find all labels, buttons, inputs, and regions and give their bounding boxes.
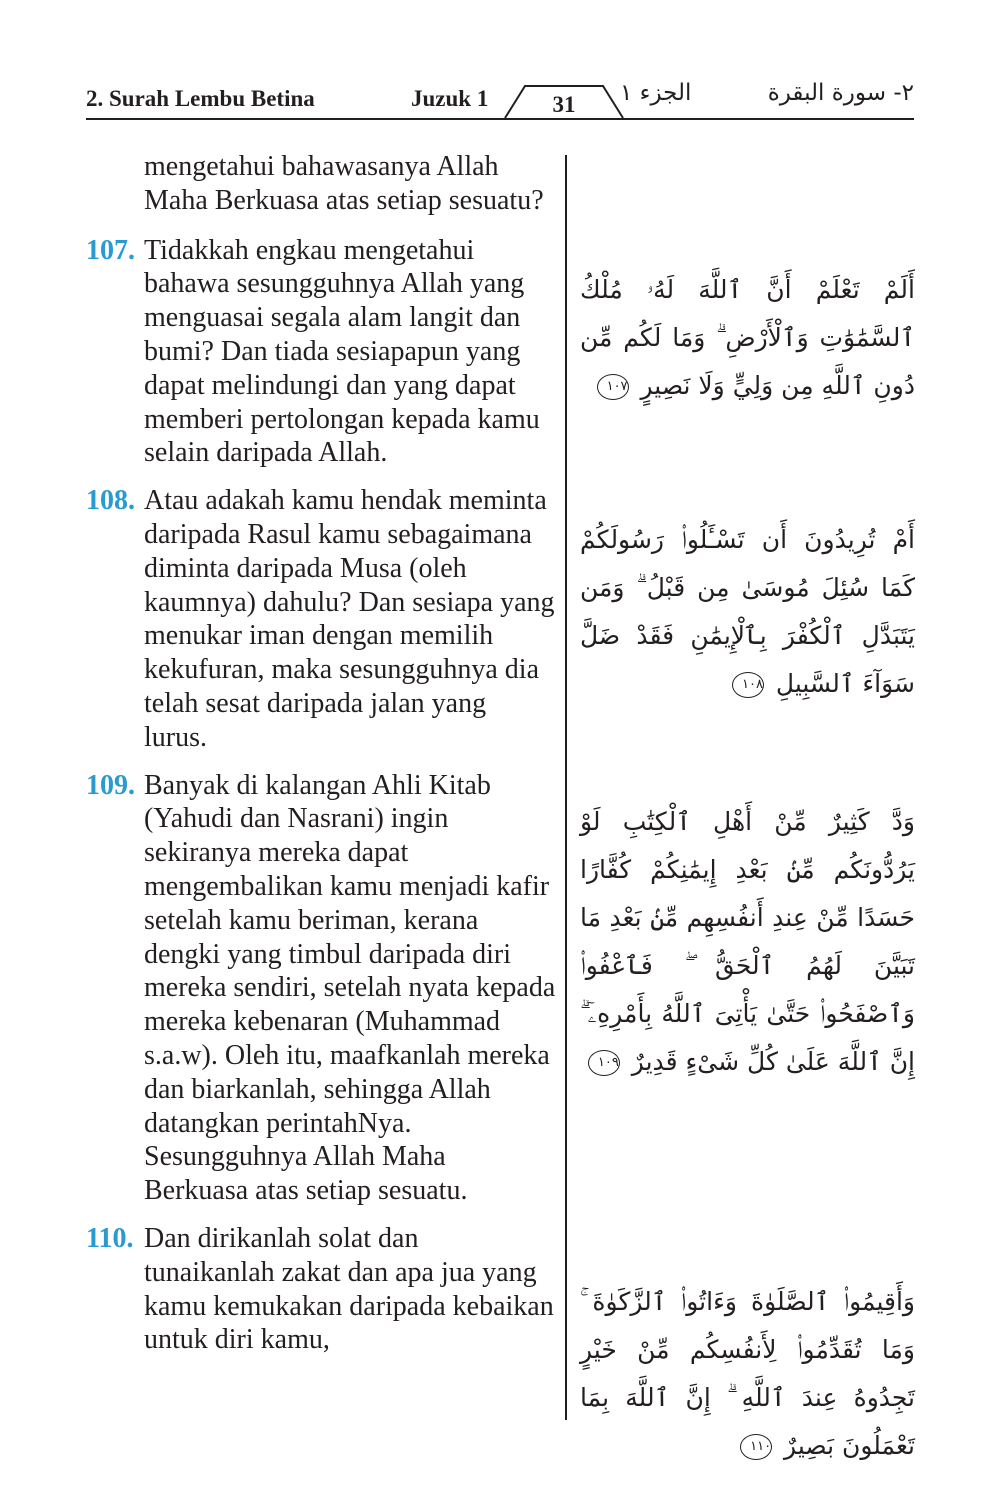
- juz-arabic: الجزء ١: [620, 80, 692, 106]
- translation-column: [86, 150, 556, 1357]
- verse-text: Atau adakah kamu hendak meminta daripada Rasul kamu sebagaimana diminta daripada Musa (oleh kaumnya) dahulu? Dan sesiapa yang menukar iman dengan memilih kekufuran, maka sesungguhnya dia telah sesat daripada jalan yang lurus.: [144, 485, 555, 753]
- verse-number: 108.: [86, 485, 135, 517]
- verse-text: Tidakkah engkau mengetahui bahawa sesungguhnya Allah yang menguasai segala alam langit dan bumi? Dan tiada sesiapapun yang dapat melindungi dan yang dapat memberi pertolongan kepada kamu selain daripada Allah.: [144, 234, 540, 469]
- header-rule: [86, 118, 914, 120]
- arabic-text: وَأَقِيمُوا۟ ٱلصَّلَوٰةَ وَءَاتُوا۟ ٱلزَّكَوٰةَ ۚ وَمَا تُقَدِّمُوا۟ لِأَنفُسِكُم مِّنْ خَيْرٍ تَجِدُوهُ عِندَ ٱللَّهِ ۗ إِنَّ ٱللَّهَ بِمَا تَعْمَلُونَ بَصِيرٌ: [580, 1287, 915, 1460]
- verse-107: [86, 234, 556, 471]
- verse-number: 107.: [86, 234, 135, 266]
- page-number: 31: [552, 92, 576, 117]
- arabic-verse-108: [580, 516, 915, 708]
- page-header: [0, 0, 1000, 130]
- juzuk-label: Juzuk 1: [411, 86, 489, 111]
- arabic-text: أَمْ تُرِيدُونَ أَن تَسْـَٔلُوا۟ رَسُولَكُمْ كَمَا سُئِلَ مُوسَىٰ مِن قَبْلُ ۗ وَمَن يَتَبَدَّلِ ٱلْكُفْرَ بِٱلْإِيمَٰنِ فَقَدْ ضَلَّ سَوَآءَ ٱلسَّبِيلِ: [580, 525, 915, 698]
- verse-number: 109.: [86, 769, 135, 801]
- verse-text: Banyak di kalangan Ahli Kitab (Yahudi dan Nasrani) ingin sekiranya mereka dapat mengembalikan kamu menjadi kafir setelah kamu beriman, kerana dengki yang timbul daripada diri mereka sendiri, setelah nyata kepada mereka kebenaran (Muhammad s.a.w). Oleh itu, maafkanlah mereka dan biarkanlah, sehingga Allah datangkan perintahNya. Sesungguhnya Allah Maha Berkuasa atas setiap sesuatu.: [144, 769, 556, 1207]
- verse-text: Dan dirikanlah solat dan tunaikanlah zakat dan apa jua yang kamu kemukakan daripada kebaikan untuk diri kamu,: [144, 1222, 554, 1356]
- ayah-number-marker: ١١٠: [740, 1434, 772, 1460]
- arabic-text: وَدَّ كَثِيرٌ مِّنْ أَهْلِ ٱلْكِتَٰبِ لَوْ يَرُدُّونَكُم مِّنۢ بَعْدِ إِيمَٰنِكُمْ كُفَّارًا حَسَدًا مِّنْ عِندِ أَنفُسِهِم مِّنۢ بَعْدِ مَا تَبَيَّنَ لَهُمُ ٱلْحَقُّ ۖ فَٱعْفُوا۟ وَٱصْفَحُوا۟ حَتَّىٰ يَأْتِىَ ٱللَّهُ بِأَمْرِهِۦٓ ۗ إِنَّ ٱللَّهَ عَلَىٰ كُلِّ شَىْءٍ قَدِيرٌ: [580, 807, 915, 1076]
- verse-108: [86, 484, 556, 754]
- surah-title-arabic: ٢- سورة البقرة: [767, 80, 914, 106]
- ayah-number-marker: ١٠٨: [732, 672, 764, 698]
- verse-109: [86, 769, 556, 1208]
- verse-number: 110.: [86, 1222, 134, 1254]
- arabic-verse-110: [580, 1278, 915, 1470]
- continuation-text: mengetahui bahawasanya Allah Maha Berkuasa atas setiap sesuatu?: [144, 151, 544, 216]
- arabic-verse-109: [580, 798, 915, 1086]
- verse-110: [86, 1222, 556, 1357]
- ayah-number-marker: ١٠٩: [588, 1050, 620, 1076]
- column-divider: [565, 155, 567, 1420]
- ayah-number-marker: ١٠٧: [597, 374, 629, 400]
- arabic-text: أَلَمْ تَعْلَمْ أَنَّ ٱللَّهَ لَهُۥ مُلْكُ ٱلسَّمَٰوَٰتِ وَٱلْأَرْضِ ۗ وَمَا لَكُم مِّن دُونِ ٱللَّهِ مِن وَلِيٍّ وَلَا نَصِيرٍ: [580, 275, 915, 400]
- arabic-verse-107: [580, 266, 915, 410]
- surah-title: 2. Surah Lembu Betina: [86, 86, 315, 111]
